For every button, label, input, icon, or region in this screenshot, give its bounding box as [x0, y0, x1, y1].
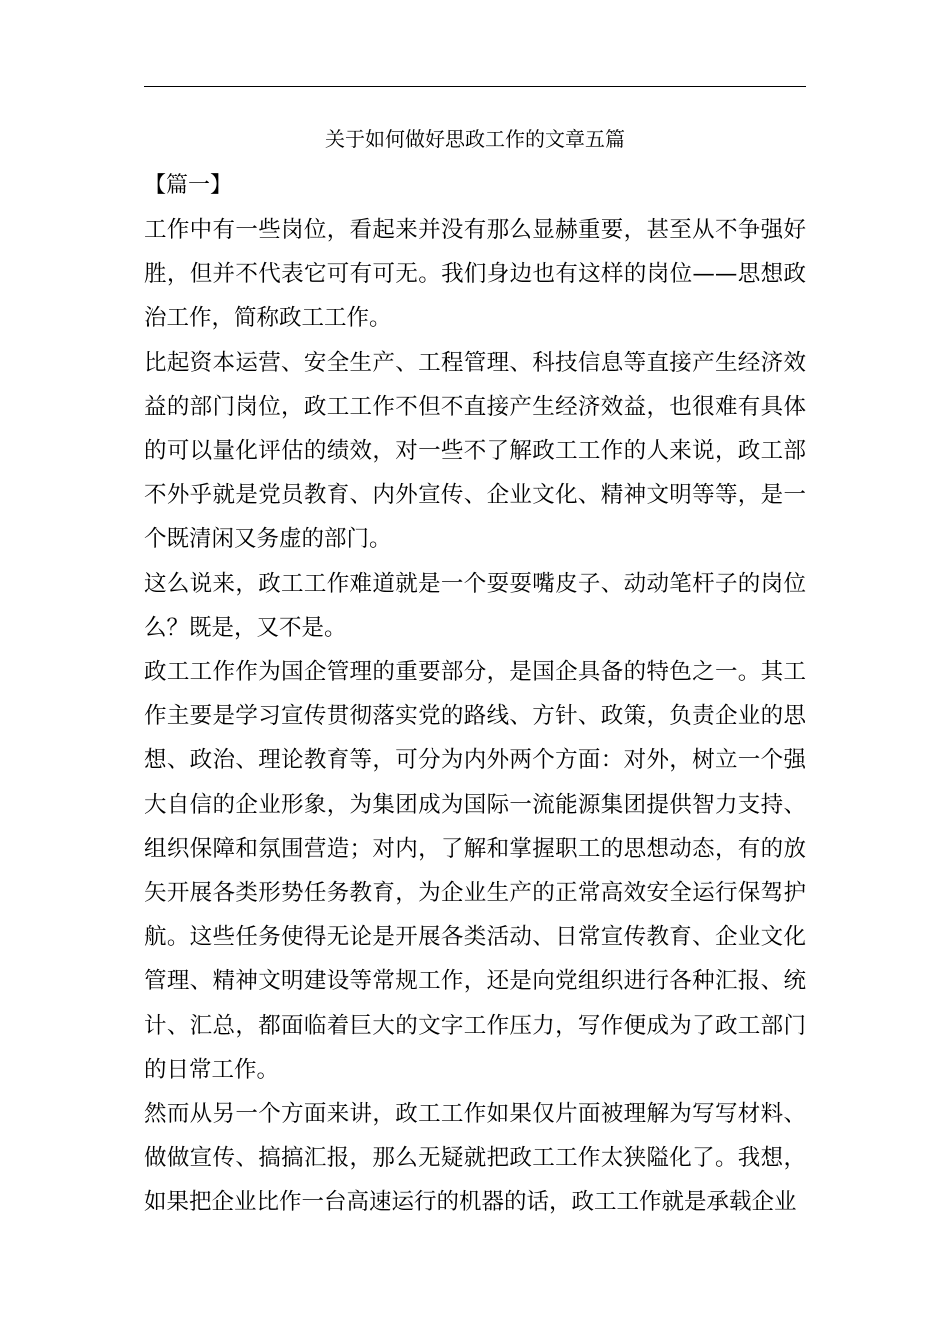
document-body [144, 164, 806, 1225]
paragraph-4: 政工工作作为国企管理的重要部分，是国企具备的特色之一。其工作主要是学习宣传贯彻落实党的路线、方针、政策，负责企业的思想、政治、理论教育等，可分为内外两个方面：对外，树立一个强大自信的企业形象，为集团成为国际一流能源集团提供智力支持、组织保障和氛围营造；对内，了解和掌握职工的思想动态，有的放矢开展各类形势任务教育，为企业生产的正常高效安全运行保驾护航。这些任务使得无论是开展各类活动、日常宣传教育、企业文化管理、精神文明建设等常规工作，还是向党组织进行各种汇报、统计、汇总，都面临着巨大的文字工作压力，写作便成为了政工部门的日常工作。 [144, 659, 806, 1083]
document-title: 关于如何做好思政工作的文章五篇 [325, 127, 625, 151]
paragraph-2: 比起资本运营、安全生产、工程管理、科技信息等直接产生经济效益的部门岗位，政工工作不但不直接产生经济效益，也很难有具体的可以量化评估的绩效，对一些不了解政工工作的人来说，政工部不外乎就是党员教育、内外宣传、企业文化、精神文明等等，是一个既清闲又务虚的部门。 [144, 349, 806, 553]
section-label: 【篇一】 [144, 173, 233, 198]
paragraph-3: 这么说来，政工工作难道就是一个耍耍嘴皮子、动动笔杆子的岗位么？既是，又不是。 [144, 570, 806, 641]
paragraph-5: 然而从另一个方面来讲，政工工作如果仅片面被理解为写写材料、做做宣传、搞搞汇报，那么无疑就把政工工作太狭隘化了。我想，如果把企业比作一台高速运行的机器的话，政工工作就是承载企业 [144, 1101, 806, 1216]
paragraph-1: 工作中有一些岗位，看起来并没有那么显赫重要，甚至从不争强好胜，但并不代表它可有可无。我们身边也有这样的岗位——思想政治工作，简称政工工作。 [144, 217, 806, 332]
header-rule [144, 86, 806, 87]
